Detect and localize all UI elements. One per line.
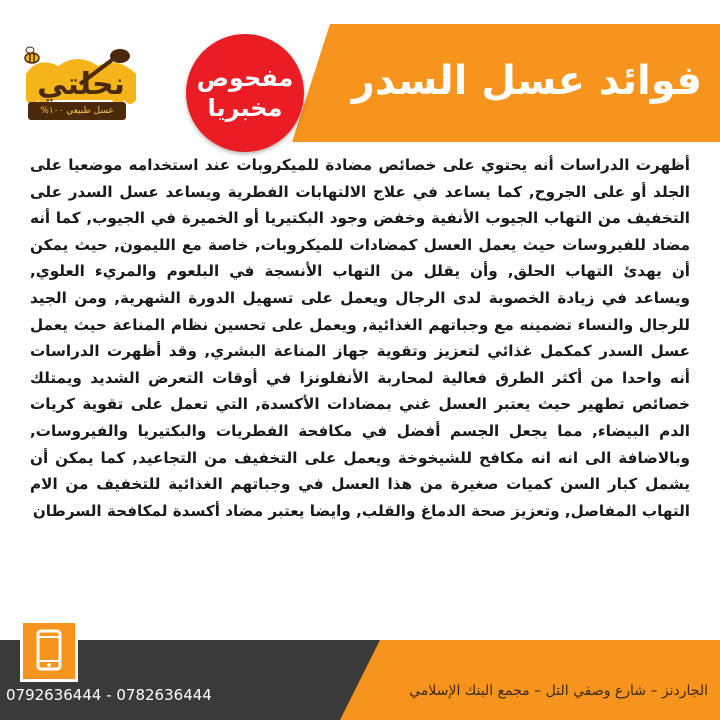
- brand-logo-text: نحلتي: [37, 67, 125, 102]
- badge-line-1: مفحوص: [196, 64, 294, 92]
- phone-numbers[interactable]: 0792636444 - 0782636444: [6, 686, 212, 704]
- badge-line-2: مخبريا: [207, 94, 283, 122]
- store-address: الجاردنز – شارع وصفي التل – مجمع البنك الإسلامي: [409, 683, 708, 699]
- lab-tested-badge: [186, 34, 304, 152]
- benefits-paragraph: أظهرت الدراسات أنه يحتوي على خصائص مضادة للميكروبات عند استخدامه موضعيا على الجلد أو على الجروح, كما يساعد في علاج الالتهابات الفطرية ويساعد عسل السدر على التخفيف من التهاب الجيوب الأنفية وخفض وجود البكتيريا أو الخميرة في الجيوب, كما أنه مضاد للفيروسات حيث يعمل العسل كمضادات للميكروبات, خاصة مع الليمون, حيث يمكن أن يهدئ التهاب الحلق, وأن يقلل من التهاب الأنسجة في البلعوم والمريء العلوي, ويساعد في زيادة الخصوبة لدى الرجال ويعمل على تسهيل الدورة الشهرية, ومن الجيد للرجال والنساء تضمينه مع وجباتهم الغذائية, ويعمل على تحسين نظام المناعة حيث يعمل عسل السدر كمكمل غذائي لتعزيز وتقوية جهاز المناعة البشري, وقد أظهرت الدراسات أنه واحدا من أكثر الطرق فعالية لمحاربة الأنفلونزا في أوقات التعرض الشديد ويمتلك خصائص تطهير حيث يعتبر العسل غني بمضادات الأكسدة, التي تعمل على تقوية كريات الدم البيضاء, مما يجعل الجسم أفضل في مكافحة الفطريات والبكتيريا والفيروسات, وبالاضافة الى انه انه مكافح للشيخوخة ويعمل على التخفيف من التجاعيد, كما يمكن أن يشمل كبار السن كميات صغيرة من هذا العسل في وجباتهم الغذائية للتخفيف من الام التهاب المفاصل, وتعزيز صحة الدماغ والقلب, وايضا يعتبر مضاد أكسدة لمكافحة السرطان: [30, 156, 690, 520]
- brand-tagline: عسل طبيعي ١٠٠%: [28, 102, 126, 120]
- bee-icon: [25, 47, 39, 63]
- header-banner: [330, 24, 720, 142]
- phone-icon-box: [20, 620, 78, 682]
- phone-icon: [23, 623, 75, 679]
- page-title: فوائد عسل السدر: [351, 58, 702, 104]
